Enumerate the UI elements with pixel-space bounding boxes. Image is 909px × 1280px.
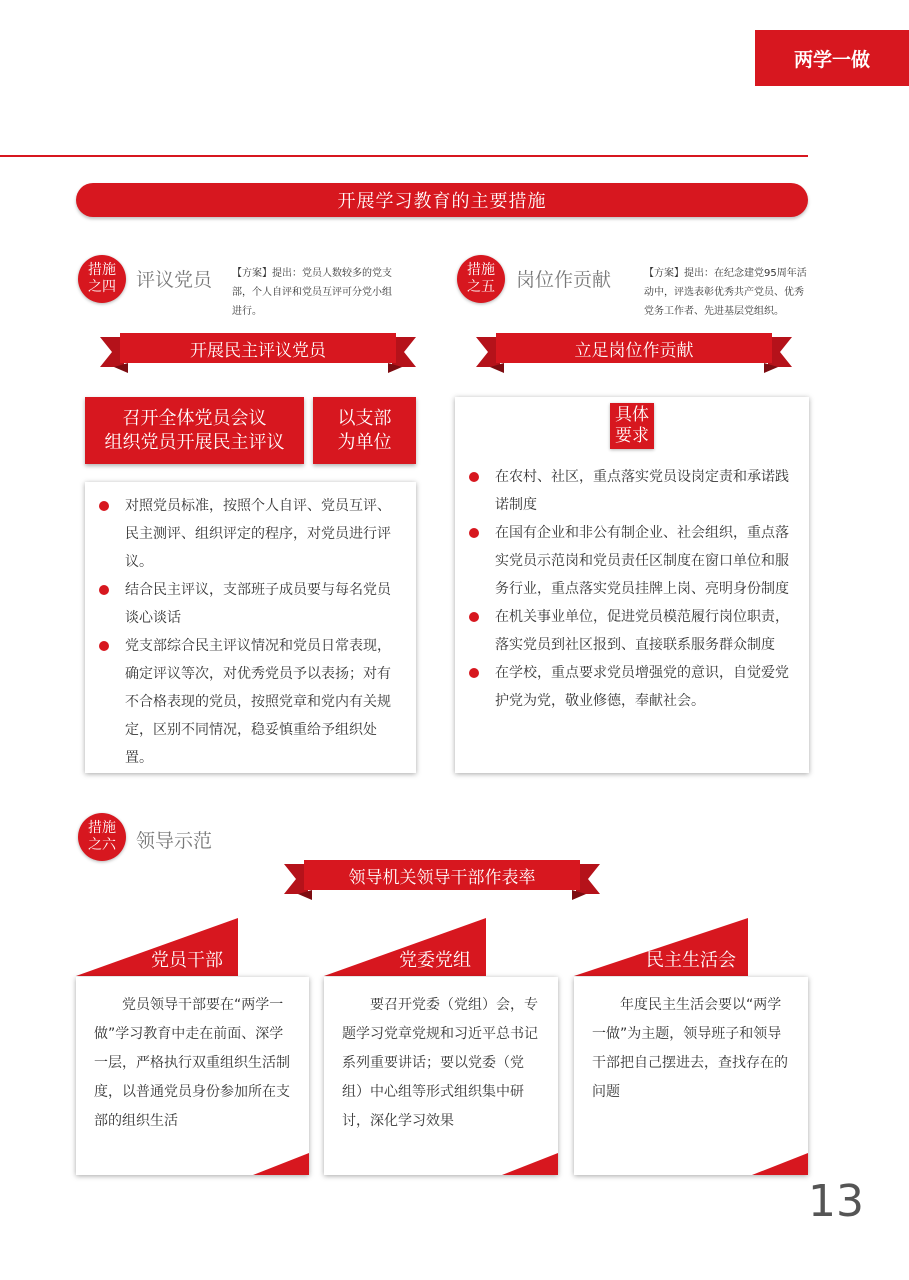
list-item bbox=[99, 492, 400, 576]
measure4-card bbox=[85, 482, 416, 773]
bullet-list bbox=[469, 463, 795, 715]
box-line: 为单位 bbox=[337, 431, 392, 453]
header-rule bbox=[0, 155, 808, 157]
corner-accent bbox=[253, 1153, 309, 1175]
measure4-note bbox=[232, 264, 432, 321]
list-item bbox=[469, 659, 795, 715]
card2-tab bbox=[324, 918, 486, 976]
measure6-title: 领导示范 bbox=[136, 830, 213, 852]
badge-line-1: 措施 bbox=[88, 262, 116, 278]
card1-tab bbox=[76, 918, 238, 976]
list-item bbox=[99, 632, 400, 772]
ribbon-label: 立足岗位作贡献 bbox=[574, 340, 694, 361]
note-line bbox=[232, 264, 432, 283]
measure5-badge bbox=[457, 255, 505, 303]
bullet-list bbox=[99, 492, 400, 772]
list-item bbox=[469, 519, 795, 603]
badge-line-2: 之六 bbox=[88, 837, 116, 853]
card-text: 要召开党委（党组）会，专题学习党章党规和习近平总书记系列重要讲话；要以党委（党组）中心组等形式组织集中研讨，深化学习效果 bbox=[342, 997, 538, 1129]
measure4-title: 评议党员 bbox=[136, 269, 213, 291]
note-text: 提出：在纪念建党95周年活 bbox=[684, 268, 807, 279]
requirements-label bbox=[610, 403, 654, 449]
box-line: 召开全体党员会议 bbox=[122, 407, 267, 429]
measure5-card bbox=[455, 397, 809, 773]
note-line: 进行。 bbox=[232, 306, 262, 317]
card-title: 党员干部 bbox=[151, 950, 223, 971]
label-line: 要求 bbox=[615, 426, 649, 446]
list-item-text: 党支部综合民主评议情况和党员日常表现，确定评议等次，对优秀党员予以表扬；对有不合格表现的党员，按照党章和党内有关规定，区别不同情况，稳妥慎重给予组织处置。 bbox=[125, 638, 391, 766]
corner-accent bbox=[502, 1153, 558, 1175]
card-text: 年度民主生活会要以“两学一做”为主题，领导班子和领导干部把自己摆进去，查找存在的问题 bbox=[592, 997, 788, 1100]
ribbon-label: 开展民主评议党员 bbox=[190, 340, 326, 361]
measure5-note bbox=[644, 264, 814, 321]
bullet-dot-icon bbox=[469, 528, 479, 538]
badge-line-1: 措施 bbox=[467, 262, 495, 278]
card-title: 党委党组 bbox=[399, 950, 471, 971]
bullet-dot-icon bbox=[469, 668, 479, 678]
note-line: 党务工作者、先进基层党组织。 bbox=[644, 306, 784, 317]
note-tag: 【方案】 bbox=[232, 268, 272, 279]
note-line: 动中，评选表彰优秀共产党员、优秀 bbox=[644, 287, 804, 298]
card-title: 民主生活会 bbox=[646, 950, 736, 971]
list-item-text: 在农村、社区，重点落实党员设岗定责和承诺践诺制度 bbox=[495, 469, 789, 513]
note-text: 提出：党员人数较多的党支 bbox=[272, 268, 392, 279]
box-line: 组织党员开展民主评议 bbox=[104, 431, 285, 453]
measure4-ribbon bbox=[100, 333, 416, 373]
list-item-text: 在机关事业单位，促进党员模范履行岗位职责，落实党员到社区报到、直接联系服务群众制度 bbox=[495, 609, 789, 653]
card-democratic-meeting bbox=[574, 977, 808, 1175]
card-party-cadres bbox=[76, 977, 309, 1175]
list-item-text: 在学校，重点要求党员增强党的意识，自觉爱党护党为党，敬业修德，奉献社会。 bbox=[495, 665, 789, 709]
card-text: 党员领导干部要在“两学一做”学习教育中走在前面、深学一层，严格执行双重组织生活制度，以普通党员身份参加所在支部的组织生活 bbox=[94, 997, 290, 1129]
list-item bbox=[469, 603, 795, 659]
branch-unit-box bbox=[313, 397, 416, 464]
measure5-ribbon bbox=[476, 333, 792, 373]
box-line: 以支部 bbox=[337, 407, 392, 429]
badge-line-1: 措施 bbox=[88, 820, 116, 836]
note-line bbox=[644, 264, 814, 283]
badge-line-2: 之四 bbox=[88, 279, 116, 295]
bullet-dot-icon bbox=[469, 472, 479, 482]
note-line: 部，个人自评和党员互评可分党小组 bbox=[232, 287, 392, 298]
list-item bbox=[99, 576, 400, 632]
note-tag: 【方案】 bbox=[644, 268, 684, 279]
list-item-text: 对照党员标准，按照个人自评、党员互评、民主测评、组织评定的程序，对党员进行评议。 bbox=[125, 498, 391, 570]
bullet-dot-icon bbox=[99, 501, 109, 511]
list-item-text: 在国有企业和非公有制企业、社会组织，重点落实党员示范岗和党员责任区制度在窗口单位和服务行业，重点落实党员挂牌上岗、亮明身份制度 bbox=[495, 525, 789, 597]
label-line: 具体 bbox=[615, 405, 649, 425]
measure6-badge bbox=[78, 813, 126, 861]
list-item-text: 结合民主评议，支部班子成员要与每名党员谈心谈话 bbox=[125, 582, 391, 626]
bullet-dot-icon bbox=[99, 585, 109, 595]
measure5-title: 岗位作贡献 bbox=[516, 269, 612, 291]
bullet-dot-icon bbox=[99, 641, 109, 651]
main-banner: 开展学习教育的主要措施 bbox=[76, 183, 808, 217]
badge-line-2: 之五 bbox=[467, 279, 495, 295]
section-tab: 两学一做 bbox=[755, 30, 909, 86]
ribbon-label: 领导机关领导干部作表率 bbox=[348, 867, 536, 888]
list-item bbox=[469, 463, 795, 519]
card3-tab bbox=[574, 918, 748, 976]
measure4-badge bbox=[78, 255, 126, 303]
page-number: 13 bbox=[808, 1176, 864, 1227]
measure6-ribbon bbox=[284, 860, 600, 900]
card-party-committee bbox=[324, 977, 558, 1175]
bullet-dot-icon bbox=[469, 612, 479, 622]
assembly-box bbox=[85, 397, 304, 464]
corner-accent bbox=[752, 1153, 808, 1175]
